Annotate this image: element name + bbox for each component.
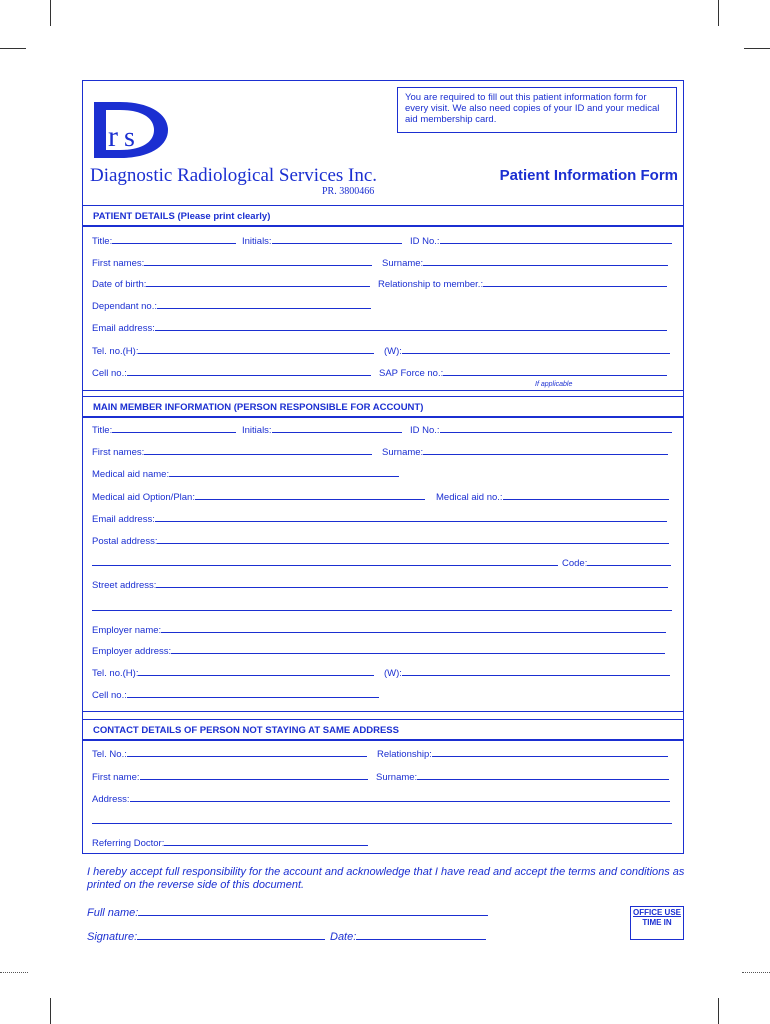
- time-in-label: TIME IN: [642, 918, 672, 927]
- contact-row-5: [92, 836, 674, 849]
- form-title: Patient Information Form: [499, 167, 678, 184]
- contact-row-2: [92, 770, 674, 783]
- member-surname-label: Surname:: [382, 447, 424, 458]
- contact-row-3: [92, 792, 674, 805]
- postal-address-label: Postal address:: [92, 536, 158, 547]
- email-label: Email address:: [92, 323, 155, 334]
- medical-aid-no-label: Medical aid no.:: [436, 492, 503, 503]
- referring-doctor-label: Referring Doctor:: [92, 838, 165, 849]
- office-use-label: OFFICE USE: [632, 908, 681, 917]
- member-row-3: [92, 467, 674, 480]
- patient-row-5: [92, 321, 674, 334]
- dob-field[interactable]: [146, 277, 370, 287]
- contact-row-1: [92, 747, 674, 760]
- svg-text:r: r: [108, 120, 118, 153]
- contact-relationship-field[interactable]: [432, 747, 668, 757]
- surname-label: Surname:: [382, 258, 424, 269]
- street-address-field[interactable]: [156, 578, 668, 588]
- company-logo: [90, 100, 172, 160]
- office-use-box: [630, 906, 684, 940]
- relationship-field[interactable]: [483, 277, 667, 287]
- medical-aid-option-field[interactable]: [195, 490, 425, 500]
- first-names-label: First names:: [92, 258, 145, 269]
- contact-tel-field[interactable]: [127, 747, 367, 757]
- member-row-13: [92, 688, 674, 701]
- medical-aid-option-label: Medical aid Option/Plan:: [92, 492, 195, 503]
- contact-section-heading: CONTACT DETAILS OF PERSON NOT STAYING AT SAME ADDRESS: [82, 719, 684, 741]
- patient-row-2: [92, 256, 674, 269]
- member-row-2: [92, 445, 674, 458]
- contact-surname-label: Surname:: [376, 772, 418, 783]
- title-label: Title:: [92, 236, 113, 247]
- id-field[interactable]: [440, 234, 672, 244]
- sap-field[interactable]: [443, 366, 667, 376]
- member-cell-label: Cell no.:: [92, 690, 127, 701]
- member-row-5: [92, 512, 674, 525]
- member-section-heading: MAIN MEMBER INFORMATION (PERSON RESPONSIBLE FOR ACCOUNT): [82, 396, 684, 418]
- contact-first-name-label: First name:: [92, 772, 140, 783]
- member-initials-field[interactable]: [272, 423, 402, 433]
- tel-work-label: (W):: [384, 346, 402, 357]
- member-row-7: [92, 556, 674, 569]
- pr-number: PR. 3800466: [322, 186, 375, 197]
- crop-mark: [50, 0, 51, 26]
- contact-surname-field[interactable]: [417, 770, 669, 780]
- contact-address-line-2[interactable]: [92, 814, 672, 824]
- postal-address-field[interactable]: [157, 534, 669, 544]
- tel-work-field[interactable]: [402, 344, 670, 354]
- employer-address-field[interactable]: [171, 644, 665, 654]
- member-id-field[interactable]: [440, 423, 672, 433]
- referring-doctor-field[interactable]: [164, 836, 368, 846]
- patient-section-heading: PATIENT DETAILS (Please print clearly): [82, 205, 684, 227]
- patient-row-6: [92, 344, 674, 357]
- notice-box: You are required to fill out this patient information form for every visit. We also need copies of your ID and your medical aid membership card.: [397, 87, 677, 133]
- crop-dots: [0, 972, 28, 973]
- patient-row-1: [92, 234, 674, 247]
- member-row-8: [92, 578, 674, 591]
- date-field[interactable]: [356, 928, 486, 940]
- postal-address-line-2[interactable]: [92, 556, 558, 566]
- crop-mark: [718, 998, 719, 1024]
- member-title-field[interactable]: [112, 423, 236, 433]
- member-row-4: [92, 490, 674, 503]
- employer-name-field[interactable]: [161, 623, 666, 633]
- first-names-field[interactable]: [144, 256, 372, 266]
- dob-label: Date of birth:: [92, 279, 147, 290]
- id-label: ID No.:: [410, 236, 440, 247]
- member-tel-home-field[interactable]: [138, 666, 374, 676]
- medical-aid-name-field[interactable]: [169, 467, 399, 477]
- member-tel-work-field[interactable]: [402, 666, 670, 676]
- member-initials-label: Initials:: [242, 425, 272, 436]
- tel-home-label: Tel. no.(H):: [92, 346, 139, 357]
- member-email-label: Email address:: [92, 514, 155, 525]
- contact-relationship-label: Relationship:: [377, 749, 432, 760]
- svg-text:s: s: [124, 122, 135, 153]
- member-tel-work-label: (W):: [384, 668, 402, 679]
- crop-mark: [744, 48, 770, 49]
- dependant-field[interactable]: [157, 299, 371, 309]
- signature-row: [87, 928, 325, 943]
- member-row-12: [92, 666, 674, 679]
- cell-label: Cell no.:: [92, 368, 127, 379]
- medical-aid-no-field[interactable]: [503, 490, 669, 500]
- signature-field[interactable]: [137, 928, 325, 940]
- member-row-11: [92, 644, 674, 657]
- declaration-text: I hereby accept full responsibility for the account and acknowledge that I have read and accept the terms and conditions as printed on the reverse side of this document.: [87, 866, 685, 891]
- full-name-label: Full name:: [87, 907, 139, 919]
- crop-mark: [718, 0, 719, 26]
- member-row-10: [92, 623, 674, 636]
- member-id-label: ID No.:: [410, 425, 440, 436]
- crop-mark: [50, 998, 51, 1024]
- relationship-label: Relationship to member.:: [378, 279, 484, 290]
- signature-label: Signature:: [87, 931, 138, 943]
- member-email-field[interactable]: [155, 512, 667, 522]
- employer-address-label: Employer address:: [92, 646, 172, 657]
- patient-row-4: [92, 299, 674, 312]
- contact-row-4: [92, 814, 674, 827]
- title-field[interactable]: [112, 234, 236, 244]
- date-label: Date:: [330, 931, 357, 943]
- medical-aid-name-label: Medical aid name:: [92, 469, 170, 480]
- patient-row-3: [92, 277, 674, 290]
- contact-first-name-field[interactable]: [140, 770, 368, 780]
- cell-field[interactable]: [127, 366, 371, 376]
- date-row: [330, 928, 486, 943]
- code-field[interactable]: [587, 556, 671, 566]
- sap-label: SAP Force no.:: [379, 368, 444, 379]
- member-cell-field[interactable]: [127, 688, 379, 698]
- street-address-label: Street address:: [92, 580, 157, 591]
- surname-field[interactable]: [423, 256, 668, 266]
- patient-row-7: [92, 366, 674, 379]
- crop-dots: [742, 972, 770, 973]
- if-applicable-note: If applicable: [535, 381, 573, 388]
- member-row-1: [92, 423, 674, 436]
- code-label: Code:: [562, 558, 588, 569]
- full-name-row: [87, 904, 488, 919]
- member-first-names-label: First names:: [92, 447, 145, 458]
- member-title-label: Title:: [92, 425, 113, 436]
- contact-address-field[interactable]: [130, 792, 670, 802]
- street-address-line-2[interactable]: [92, 601, 672, 611]
- member-row-6: [92, 534, 674, 547]
- dependant-label: Dependant no.:: [92, 301, 157, 312]
- member-tel-home-label: Tel. no.(H):: [92, 668, 139, 679]
- full-name-field[interactable]: [138, 904, 488, 916]
- member-row-9: [92, 601, 674, 614]
- contact-tel-label: Tel. No.:: [92, 749, 127, 760]
- crop-mark: [0, 48, 26, 49]
- email-field[interactable]: [155, 321, 667, 331]
- initials-field[interactable]: [272, 234, 402, 244]
- company-name: Diagnostic Radiological Services Inc.: [90, 165, 378, 186]
- member-first-names-field[interactable]: [144, 445, 372, 455]
- employer-name-label: Employer name:: [92, 625, 162, 636]
- member-surname-field[interactable]: [423, 445, 668, 455]
- contact-address-label: Address:: [92, 794, 130, 805]
- initials-label: Initials:: [242, 236, 272, 247]
- tel-home-field[interactable]: [138, 344, 374, 354]
